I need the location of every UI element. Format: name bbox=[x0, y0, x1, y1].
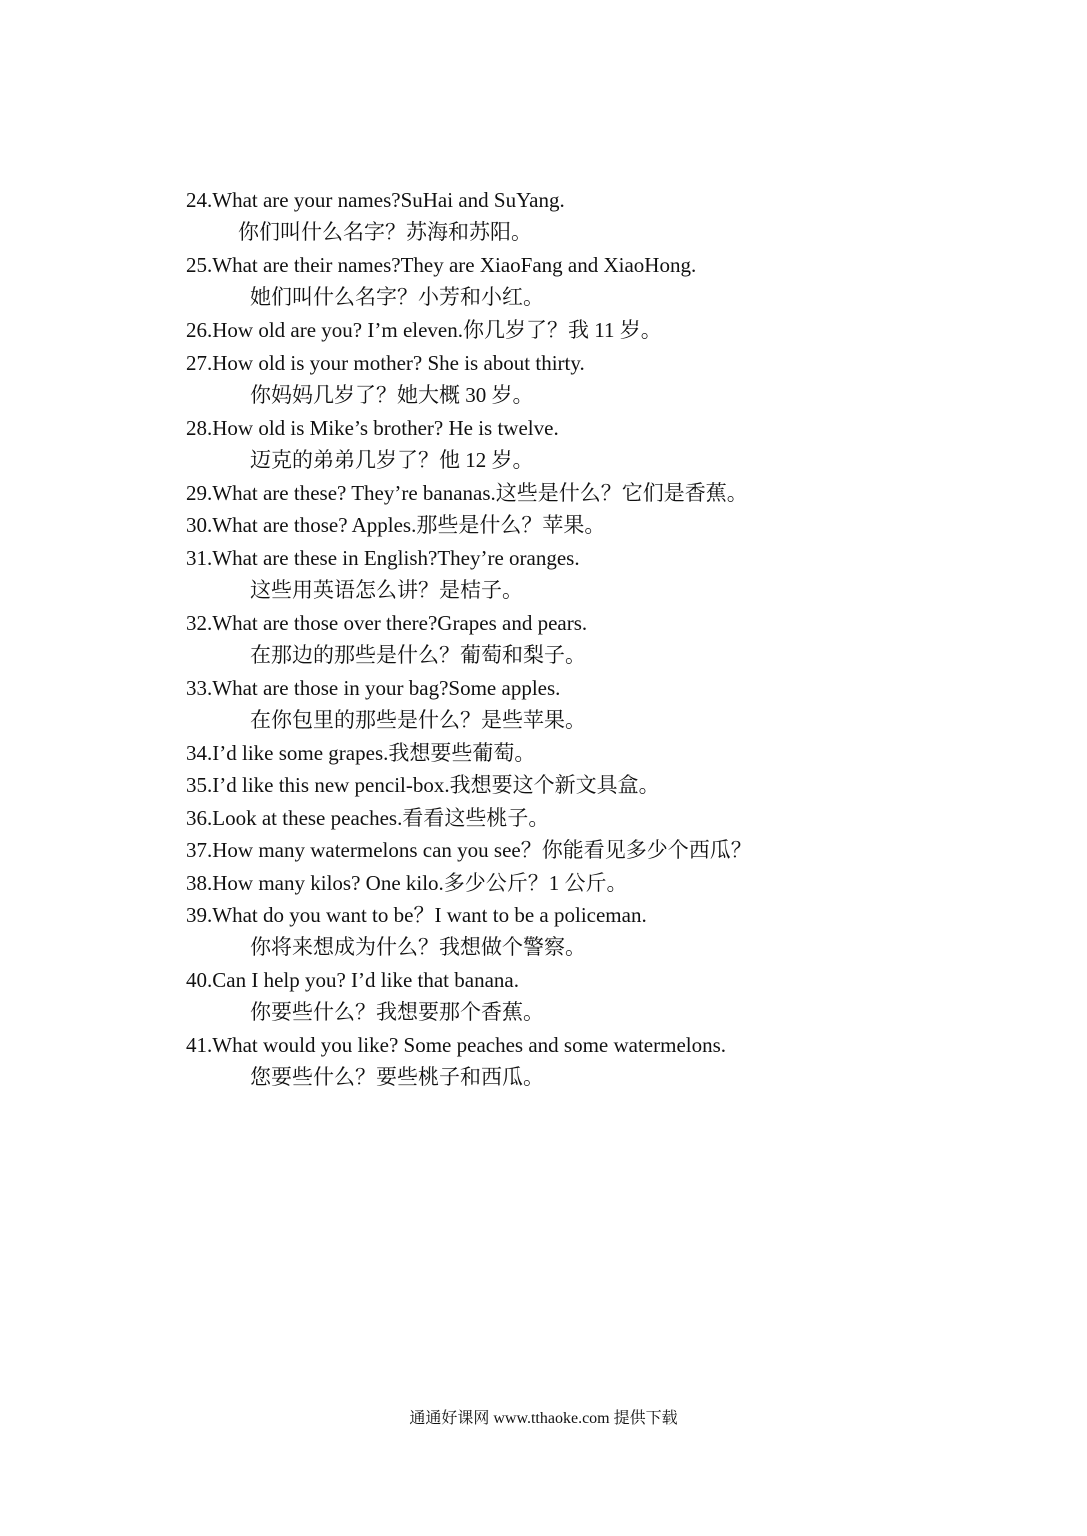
sentence-29: 29.What are these? They’re bananas.这些是什么？它们是香蕉。 bbox=[186, 481, 748, 505]
sentence-35: 35.I’d like this new pencil-box.我想要这个新文具盒。 bbox=[186, 773, 660, 797]
sentence-36: 36.Look at these peaches.看看这些桃子。 bbox=[186, 806, 550, 830]
sentence-41-chinese: 您要些什么？要些桃子和西瓜。 bbox=[250, 1065, 544, 1089]
sentence-24-english: 24.What are your names?SuHai and SuYang. bbox=[186, 188, 565, 212]
sentence-39-chinese: 你将来想成为什么？我想做个警察。 bbox=[250, 935, 586, 959]
sentence-24-chinese: 你们叫什么名字？苏海和苏阳。 bbox=[238, 220, 532, 244]
sentence-41-english: 41.What would you like? Some peaches and some watermelons. bbox=[186, 1033, 727, 1057]
sentence-33-chinese: 在你包里的那些是什么？是些苹果。 bbox=[250, 708, 586, 732]
sentence-26: 26.How old are you? I’m eleven.你几岁了？我 11 岁。 bbox=[186, 318, 662, 342]
sentence-27-chinese: 你妈妈几岁了？她大概 30 岁。 bbox=[250, 383, 534, 407]
sentence-31-english: 31.What are these in English?They’re oranges. bbox=[186, 546, 580, 570]
sentence-32-chinese: 在那边的那些是什么？葡萄和梨子。 bbox=[250, 643, 586, 667]
sentence-37: 37.How many watermelons can you see？你能看见多少个西瓜？ bbox=[186, 838, 752, 862]
sentence-40-english: 40.Can I help you? I’d like that banana. bbox=[186, 968, 519, 992]
sentence-40-chinese: 你要些什么？我想要那个香蕉。 bbox=[250, 1000, 544, 1024]
sentence-31-chinese: 这些用英语怎么讲？是桔子。 bbox=[250, 578, 523, 602]
sentence-33-english: 33.What are those in your bag?Some apples. bbox=[186, 676, 561, 700]
sentence-28-english: 28.How old is Mike’s brother? He is twelve. bbox=[186, 416, 559, 440]
sentence-39-english: 39.What do you want to be？I want to be a policeman. bbox=[186, 903, 647, 927]
page-footer: 通通好课网 www.tthaoke.com 提供下载 bbox=[409, 1410, 678, 1427]
sentence-32-english: 32.What are those over there?Grapes and pears. bbox=[186, 611, 588, 635]
sentence-27-english: 27.How old is your mother? She is about thirty. bbox=[186, 351, 585, 375]
sentence-30: 30.What are those? Apples.那些是什么？苹果。 bbox=[186, 513, 606, 537]
sentence-38: 38.How many kilos? One kilo.多少公斤？1 公斤。 bbox=[186, 871, 628, 895]
sentence-25-chinese: 她们叫什么名字？小芳和小红。 bbox=[250, 285, 544, 309]
sentence-25-english: 25.What are their names?They are XiaoFang and XiaoHong. bbox=[186, 253, 697, 277]
sentence-34: 34.I’d like some grapes.我想要些葡萄。 bbox=[186, 741, 536, 765]
sentence-28-chinese: 迈克的弟弟几岁了？他 12 岁。 bbox=[250, 448, 534, 472]
